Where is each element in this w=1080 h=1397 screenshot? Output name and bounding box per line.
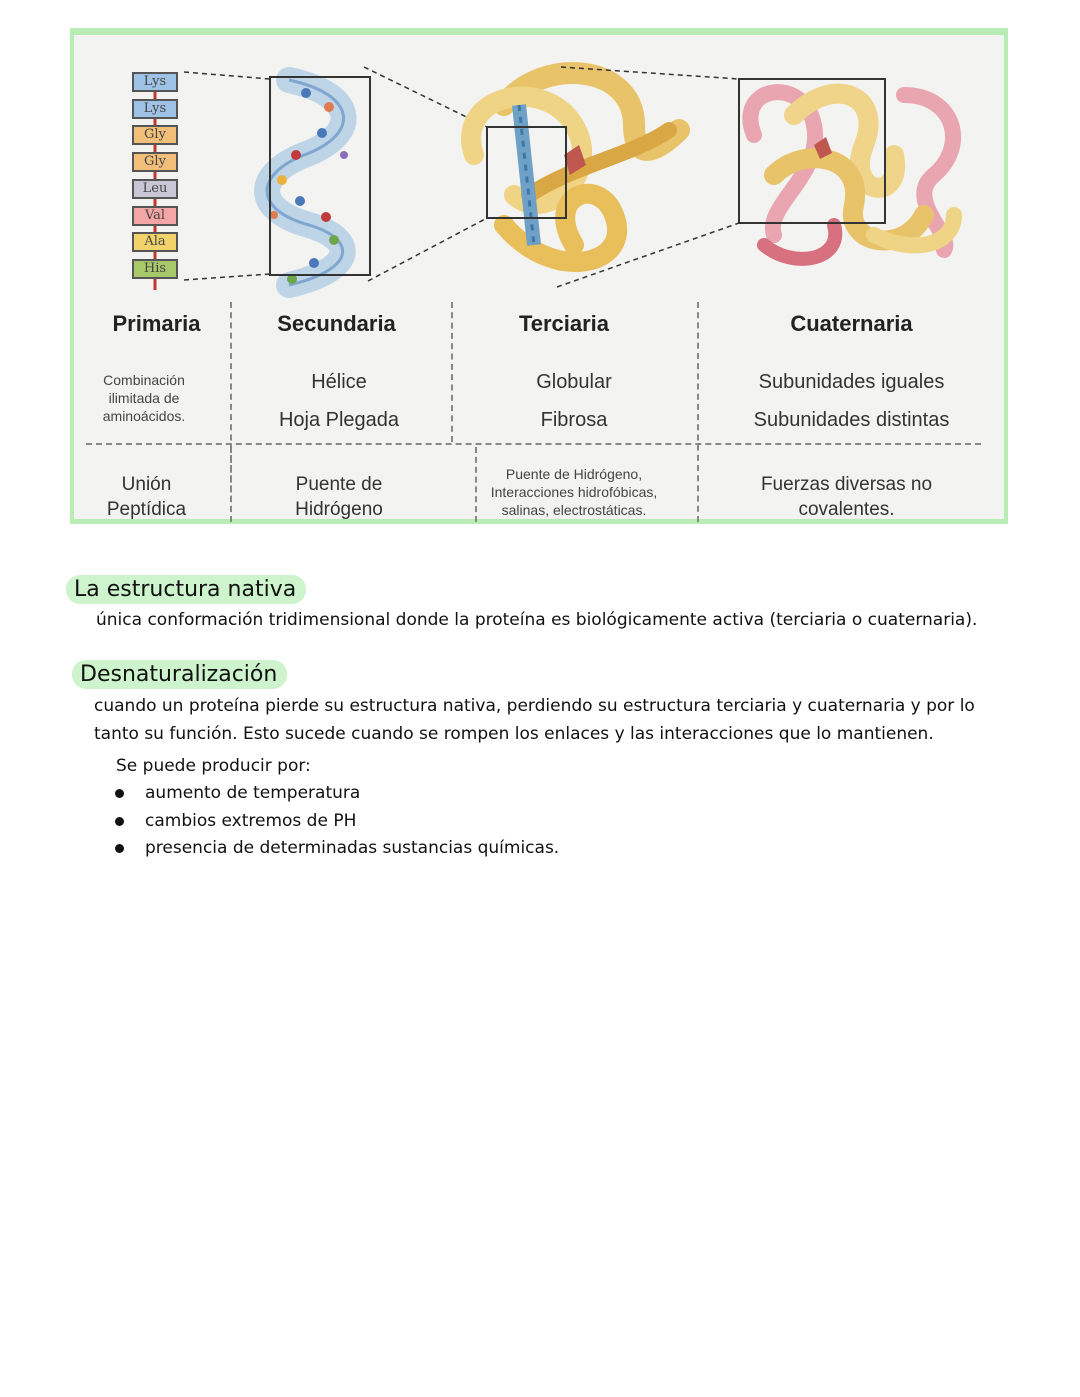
header-secundaria: Secundaria <box>277 311 396 336</box>
cuaternaria-type-1: Subunidades iguales <box>758 371 945 393</box>
cuaternaria-bond-line-1: Fuerzas diversas no <box>760 474 933 495</box>
denat-intro: Se puede producir por: <box>116 756 311 776</box>
terciaria-type-1: Globular <box>536 371 612 393</box>
bullet-icon <box>115 817 124 826</box>
cause-1: aumento de temperatura <box>145 783 361 803</box>
secundaria-bond-line-2: Hidrógeno <box>295 499 383 520</box>
bullet-icon <box>115 789 124 798</box>
denat-line-1: cuando un proteína pierde su estructura nativa, perdiendo su estructura terciaria y cuaternaria y por lo <box>94 696 975 716</box>
primaria-bond-line-2: Peptídica <box>106 499 187 520</box>
structure-illustrations <box>74 35 1004 519</box>
secondary-helix <box>267 80 348 285</box>
cuaternaria-bond <box>709 472 984 522</box>
protein-structure-figure <box>70 28 1008 524</box>
list-item <box>112 808 559 836</box>
secundaria-type-2: Hoja Plegada <box>278 409 400 431</box>
native-definition: única conformación tridimensional donde la proteína es biológicamente activa (terciaria o cuaternaria). <box>96 610 978 630</box>
causes-list <box>112 780 559 863</box>
bullet-icon <box>115 844 124 853</box>
terciaria-bond-line-2: Interacciones hidrofóbicas, <box>490 484 658 500</box>
terciaria-type-2: Fibrosa <box>540 409 608 431</box>
secundaria-bond <box>234 472 444 522</box>
amino-acid-box: Ala <box>132 232 178 252</box>
header-cuaternaria: Cuaternaria <box>790 311 913 336</box>
cause-3: presencia de determinadas sustancias químicas. <box>145 838 560 858</box>
divider-2 <box>451 302 453 442</box>
heading-estructura-nativa: La estructura nativa <box>66 575 306 604</box>
cuaternaria-type-2: Subunidades distintas <box>753 409 950 431</box>
divider-1b <box>230 447 232 522</box>
amino-acid-box: Lys <box>132 72 178 92</box>
divider-3 <box>697 302 699 522</box>
heading-desnaturalizacion: Desnaturalización <box>72 660 287 689</box>
cuaternaria-bond-line-2: covalentes. <box>798 499 895 520</box>
list-item <box>112 835 559 863</box>
row-divider <box>86 443 981 445</box>
terciaria-bond-line-1: Puente de Hidrógeno, <box>505 466 643 482</box>
amino-acid-box: His <box>132 259 178 279</box>
amino-acid-box: Lys <box>132 99 178 119</box>
header-primaria: Primaria <box>112 311 201 336</box>
primaria-types: Combinación ilimitada de aminoácidos. <box>102 372 186 424</box>
terciaria-bond <box>469 465 679 519</box>
denat-line-2: tanto su función. Esto sucede cuando se rompen los enlaces y las interacciones que lo mantienen. <box>94 724 934 744</box>
amino-acid-box: Val <box>132 206 178 226</box>
secundaria-type-1: Hélice <box>311 371 367 393</box>
cause-2: cambios extremos de PH <box>145 810 357 831</box>
header-terciaria: Terciaria <box>518 311 610 336</box>
primaria-bond-line-1: Unión <box>121 474 172 495</box>
amino-acid-box: Gly <box>132 152 178 172</box>
list-item <box>112 780 559 808</box>
quaternary-complex <box>750 92 954 259</box>
amino-acid-box: Gly <box>132 125 178 145</box>
primaria-bond <box>84 472 209 522</box>
tertiary-globule <box>471 73 679 262</box>
terciaria-bond-line-3: salinas, electrostáticas. <box>501 502 647 518</box>
secundaria-bond-line-1: Puente de <box>295 474 383 495</box>
amino-acid-box: Leu <box>132 179 178 199</box>
